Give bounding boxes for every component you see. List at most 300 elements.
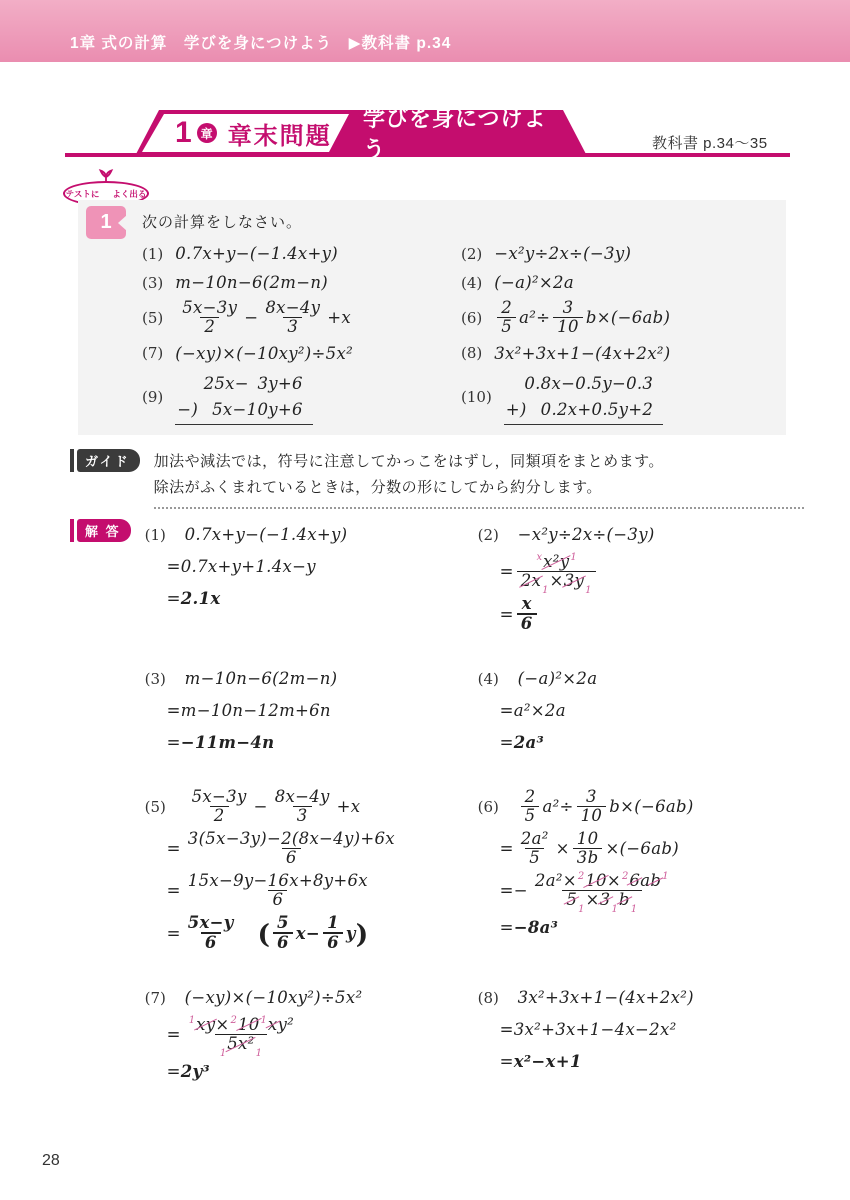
problem-label: (9) — [142, 387, 164, 406]
fraction-denominator — [562, 890, 642, 916]
problem-expression — [175, 344, 353, 363]
math-token: −x²y÷2x÷(−3y) — [494, 244, 632, 263]
math-token: =3x²+3x+1−4x−2x² — [499, 1020, 677, 1040]
fraction-numerator — [261, 299, 324, 317]
solution-expression — [500, 733, 544, 752]
math-token: × — [555, 839, 570, 859]
fraction-numerator — [559, 299, 578, 317]
problem-label: (7) — [142, 344, 164, 363]
fraction-numerator — [323, 914, 343, 932]
math-token: 3 — [287, 317, 299, 337]
fraction — [273, 914, 293, 953]
solution-expression — [518, 787, 694, 827]
math-token: =a²×2a — [499, 701, 566, 721]
solution-line — [167, 1057, 472, 1087]
math-token: ×(−6ab) — [605, 839, 679, 859]
math-token: =− — [499, 881, 528, 901]
fraction-denominator — [293, 806, 312, 825]
answer-term: x²−x+1 — [513, 1052, 582, 1072]
solution-expression — [499, 870, 677, 916]
math-token: = — [166, 1062, 181, 1081]
problem-expression — [494, 244, 631, 263]
solution-block — [145, 982, 472, 1088]
math-token: 6 — [520, 614, 533, 634]
answer-term: 2y³ — [180, 1062, 210, 1081]
fraction-numerator — [188, 788, 251, 806]
fraction-numerator — [184, 872, 372, 890]
title-banner — [135, 106, 587, 162]
problem-expression — [175, 244, 338, 263]
solution-expression — [500, 918, 559, 937]
solution-label: (5) — [144, 797, 166, 816]
fraction-denominator — [577, 806, 607, 825]
math-token — [241, 921, 258, 945]
math-token: 5 — [529, 848, 541, 868]
vertical-operator: +) — [505, 399, 527, 419]
cancellation-mark: 1 — [585, 585, 592, 597]
guide-line: 加法や減法では，符号に注意してかっこをはずし，同類項をまとめます。 — [153, 452, 664, 470]
math-token: a — [640, 870, 651, 890]
solution-expression — [167, 871, 375, 911]
guide-section — [70, 449, 850, 509]
breadcrumb: 1章 式の計算 学びを身につけよう ▶教科書 p.34 — [70, 35, 452, 52]
math-token: × — [215, 1014, 230, 1034]
answer-term: −11m−4n — [180, 733, 275, 753]
problem-item — [142, 340, 457, 367]
solution-label: (6) — [477, 797, 499, 816]
math-token: 2 — [213, 806, 225, 826]
guide-body — [154, 449, 804, 509]
page-header-band — [0, 0, 850, 62]
math-token: × — [585, 890, 600, 910]
cancellation-mark: 1 — [662, 870, 669, 882]
cancellation-mark: 1 — [630, 904, 638, 916]
answer-term: 2.1x — [180, 589, 221, 609]
answer-term: y — [345, 923, 356, 943]
fraction-numerator — [271, 788, 334, 806]
fraction-denominator — [323, 932, 343, 952]
fraction — [517, 595, 537, 634]
fraction — [497, 299, 516, 337]
solution-line — [167, 552, 472, 582]
solution-expression — [167, 829, 402, 869]
problem-expression — [175, 273, 328, 292]
math-token: 5x−3y — [182, 298, 238, 317]
fraction-denominator — [201, 932, 221, 952]
fraction — [178, 299, 241, 337]
math-token: 5x−3y — [191, 786, 247, 806]
fraction — [188, 788, 251, 826]
problem-box — [78, 200, 786, 435]
math-token: = — [499, 604, 514, 624]
solution-line — [478, 520, 805, 550]
problem-instruction: 次の計算をしなさい。 — [142, 214, 303, 231]
answers-label: 解 答 — [77, 519, 131, 542]
fraction-denominator — [282, 848, 301, 867]
vertical-bottom-row — [175, 397, 313, 425]
test-badge-text-left: テストに — [65, 188, 100, 199]
solution-line — [478, 983, 805, 1013]
page-number: 28 — [42, 1152, 60, 1169]
solution-expression — [167, 701, 331, 720]
fraction-denominator — [210, 806, 229, 825]
problem-label: (6) — [461, 308, 483, 327]
test-badge-text-right: よく出る — [112, 188, 147, 199]
chapter-title-label: 章末問題 — [227, 122, 332, 150]
problem-expression — [494, 344, 670, 363]
solution-line — [500, 1047, 805, 1077]
math-token: 10 — [580, 806, 603, 826]
fraction — [184, 914, 238, 953]
solution-line — [145, 983, 472, 1013]
fraction-denominator — [521, 806, 540, 825]
fraction-denominator — [553, 317, 583, 336]
guide-label: ガイド — [77, 449, 140, 472]
math-token: − — [253, 797, 268, 817]
math-token: m−10n−6(2m−n) — [184, 669, 338, 689]
problem-label: (2) — [461, 244, 483, 263]
problem-label: (5) — [142, 308, 164, 327]
chapter-title — [175, 110, 332, 156]
fraction — [271, 788, 334, 826]
math-token: − — [244, 308, 259, 328]
math-token: (−a)²×2a — [517, 669, 598, 689]
math-token: 0.7x+y−(−1.4x+y) — [175, 244, 338, 263]
solution-expression — [518, 988, 694, 1007]
fraction-numerator — [178, 299, 241, 317]
problem-expression — [175, 298, 351, 338]
problem-item — [461, 240, 776, 267]
problem-item — [461, 269, 776, 296]
problem-grid — [142, 240, 776, 425]
math-token: = — [499, 733, 514, 753]
solution-expression — [185, 988, 363, 1007]
solution-line — [145, 787, 472, 827]
solution-expression — [167, 1062, 210, 1081]
math-token: =0.7x+y+1.4x−y — [166, 557, 316, 577]
cancelled-term: xy — [196, 1014, 216, 1034]
math-token: 3 — [586, 786, 597, 806]
problem-label: (10) — [461, 387, 492, 406]
math-token: 3b — [576, 848, 599, 868]
cancellation-mark: 1 — [578, 904, 585, 916]
problem-label: (4) — [461, 273, 483, 292]
cancellation-mark: 2 — [622, 870, 629, 882]
problem-label: (3) — [142, 273, 164, 292]
math-token: = — [166, 1025, 181, 1045]
math-token: 6 — [285, 848, 297, 868]
math-token: 3x²+3x+1−(4x+2x²) — [494, 343, 671, 363]
solution-expression — [185, 525, 348, 544]
solution-expression — [518, 669, 598, 688]
math-token: a²÷ — [519, 308, 551, 328]
fraction-numerator — [573, 830, 603, 848]
math-token: 8x−4y — [265, 298, 321, 317]
vertical-operator: −) — [177, 399, 199, 419]
cancellation-mark: 1 — [260, 1014, 267, 1026]
vertical-bottom-row — [504, 397, 663, 425]
math-token: = — [166, 589, 181, 609]
solution-expression — [167, 733, 275, 752]
dotted-divider — [154, 507, 804, 509]
math-token: 2 — [524, 786, 536, 806]
fraction — [323, 914, 343, 953]
fraction-numerator — [517, 830, 553, 848]
math-token: b×(−6ab) — [585, 308, 671, 328]
fraction — [184, 830, 399, 868]
paren: ( — [257, 918, 271, 950]
solution-line — [167, 913, 472, 954]
solution-line — [500, 594, 805, 635]
solution-label: (4) — [477, 669, 499, 688]
math-token: 5 — [501, 317, 513, 337]
solution-line — [145, 520, 472, 550]
solution-label: (7) — [144, 988, 166, 1007]
solution-expression — [166, 1014, 301, 1060]
math-token: × — [606, 870, 621, 890]
fraction-numerator — [273, 914, 293, 932]
math-token: = — [166, 881, 181, 901]
solution-line — [167, 696, 472, 726]
cancelled-term: 5x² — [227, 1034, 255, 1054]
problem-label: (8) — [461, 344, 483, 363]
solution-label: (8) — [477, 988, 499, 1007]
page-body — [0, 200, 850, 1088]
guide-line: 除法がふくまれているときは，分数の形にしてから約分します。 — [153, 478, 602, 496]
math-token: 2a² — [520, 828, 549, 848]
cancelled-term: 3y — [563, 571, 585, 591]
cancelled-term: x²y — [543, 551, 570, 571]
solution-expression — [499, 551, 600, 597]
math-token: +x — [336, 797, 361, 817]
paren: ) — [355, 918, 369, 950]
math-token: 3(5x−3y)−2(8x−4y)+6x — [187, 828, 395, 848]
fraction — [577, 788, 607, 826]
solution-block — [478, 519, 805, 636]
cancelled-term: 10 — [237, 1014, 260, 1034]
cancellation-mark: 1 — [570, 551, 577, 563]
fraction-numerator — [521, 788, 540, 806]
vertical-top-row: 25x− 3y+6 — [203, 373, 303, 393]
fraction — [573, 830, 603, 868]
cancellation-mark: 2 — [577, 870, 585, 882]
cancellation-mark: 2 — [230, 1014, 237, 1026]
problem-item — [142, 240, 457, 267]
math-token: m−10n−6(2m−n) — [175, 273, 329, 292]
solution-line — [500, 913, 805, 943]
math-token: 1 — [327, 912, 339, 932]
math-token: +x — [327, 308, 352, 328]
solution-line — [167, 728, 472, 758]
vertical-top-row: 0.8x−0.5y−0.3 — [524, 373, 654, 393]
solution-line — [478, 664, 805, 694]
problem-item — [142, 369, 457, 425]
math-token: 2a²× — [534, 870, 577, 890]
textbook-reference: 教科書 p.34～35 — [652, 135, 768, 152]
problem-expression — [494, 273, 574, 292]
fraction-numerator — [532, 553, 582, 571]
math-token: = — [499, 562, 514, 582]
fraction-numerator — [582, 788, 601, 806]
solution-block — [478, 982, 805, 1088]
solution-expression — [518, 525, 655, 544]
fraction-denominator — [525, 848, 544, 867]
cancellation-mark: x — [536, 551, 543, 563]
fraction-numerator — [184, 914, 238, 932]
math-token: 15x−9y−16x+8y+6x — [187, 870, 368, 890]
fraction-denominator — [517, 613, 537, 633]
math-token: =m−10n−12m+6n — [166, 701, 331, 721]
answers-section — [70, 519, 850, 1088]
vertical-calculation — [175, 371, 313, 425]
math-token: = — [499, 1052, 514, 1072]
math-token: 0.7x+y−(−1.4x+y) — [184, 525, 348, 545]
answer-term: 2a³ — [513, 733, 545, 753]
cancelled-term: 6 — [629, 870, 641, 890]
solution-expression — [500, 1020, 677, 1039]
math-token: 5x−y — [187, 912, 234, 932]
problem-item — [461, 369, 776, 425]
title-subtitle: 学びを身につけよう — [363, 106, 547, 162]
solution-line — [166, 1014, 472, 1060]
math-token: × — [549, 571, 564, 591]
cancellation-mark: 1 — [542, 585, 549, 597]
answer-term: x− — [295, 923, 321, 943]
fraction-numerator — [497, 299, 516, 317]
problem-expression — [494, 298, 670, 338]
solution-label: (1) — [144, 525, 166, 544]
fraction — [517, 551, 597, 597]
math-token: y² — [277, 1014, 295, 1034]
fraction — [261, 299, 324, 337]
math-token: 10 — [557, 317, 579, 337]
solution-line — [478, 787, 805, 827]
cancelled-term: 2x — [520, 571, 542, 591]
math-token: 2 — [204, 317, 216, 337]
math-token: (−xy)×(−10xy²)÷5x² — [184, 988, 363, 1008]
cancellation-mark: 1 — [219, 1048, 227, 1060]
solution-expression — [167, 589, 221, 608]
solution-line — [500, 829, 805, 869]
math-token: 5 — [277, 912, 289, 932]
fraction — [553, 299, 583, 337]
fraction-denominator — [497, 317, 516, 336]
math-token: a²÷ — [542, 797, 574, 817]
math-token: 3x²+3x+1−(4x+2x²) — [517, 988, 694, 1008]
solution-expression — [500, 594, 540, 635]
math-token: 2 — [501, 298, 513, 317]
solution-line — [500, 728, 805, 758]
math-token: 8x−4y — [274, 786, 330, 806]
answer-term: −8a³ — [513, 918, 559, 938]
cancelled-term: 5 — [566, 890, 578, 910]
fraction-numerator — [531, 872, 674, 890]
math-token: 6 — [272, 890, 284, 910]
solution-line — [499, 870, 805, 916]
solution-block — [145, 663, 472, 759]
problem-item — [142, 269, 457, 296]
problem-item — [142, 298, 457, 338]
math-token: −x²y÷2x÷(−3y) — [517, 525, 655, 545]
cancelled-term: 3 — [599, 890, 611, 910]
math-token: x — [521, 593, 532, 613]
solution-expression — [500, 1052, 582, 1071]
solution-block — [478, 663, 805, 759]
solution-expression — [185, 787, 361, 827]
cancellation-mark: 1 — [611, 904, 618, 916]
fraction-denominator — [200, 317, 219, 336]
solution-expression — [500, 829, 679, 869]
vertical-bottom-expression: 5x−10y+6 — [212, 399, 303, 419]
fraction — [531, 870, 674, 916]
solution-block — [478, 786, 805, 955]
math-token: 3 — [562, 298, 574, 317]
cancelled-term: x — [267, 1014, 278, 1034]
vertical-calculation — [504, 371, 663, 425]
chapter-number: 1 — [175, 116, 192, 149]
fraction-denominator — [283, 317, 302, 336]
fraction — [521, 788, 540, 826]
solution-expression — [500, 701, 566, 720]
solution-expression — [167, 913, 369, 954]
problem-label: (1) — [142, 244, 164, 263]
solution-line — [145, 664, 472, 694]
fraction-numerator — [184, 830, 399, 848]
solution-label: (2) — [477, 525, 499, 544]
cancelled-term: b — [618, 890, 630, 910]
solution-expression — [167, 557, 316, 576]
solution-block — [145, 519, 472, 636]
fraction-numerator — [518, 595, 536, 613]
solution-expression — [185, 669, 338, 688]
math-token: = — [499, 918, 514, 938]
math-token: = — [166, 923, 181, 943]
fraction-numerator — [184, 1016, 298, 1034]
cancelled-term: b — [650, 870, 662, 890]
math-token: = — [166, 733, 181, 753]
math-token: 10 — [576, 828, 599, 848]
solution-line — [499, 551, 805, 597]
solution-line — [167, 829, 472, 869]
solution-line — [167, 584, 472, 614]
solution-line — [500, 696, 805, 726]
fraction — [184, 1014, 298, 1060]
math-token: 6 — [204, 933, 217, 953]
fraction — [517, 830, 553, 868]
problem-item — [461, 298, 776, 338]
solutions-grid — [145, 519, 805, 1088]
math-token: (−a)²×2a — [494, 273, 574, 292]
fraction-denominator — [215, 1034, 267, 1060]
vertical-bottom-expression: 0.2x+0.5y+2 — [540, 399, 654, 419]
solution-label: (3) — [144, 669, 166, 688]
fraction-denominator — [268, 890, 287, 909]
math-token: = — [499, 839, 514, 859]
cancelled-term: 10 — [585, 870, 607, 890]
fraction-denominator — [573, 848, 603, 867]
math-token: 3 — [296, 806, 308, 826]
solution-line — [167, 871, 472, 911]
math-token: 5 — [524, 806, 536, 826]
cancellation-mark: 1 — [188, 1014, 196, 1026]
fraction — [184, 872, 372, 910]
cancellation-mark: 1 — [255, 1048, 262, 1060]
fraction-denominator — [517, 571, 597, 597]
math-token: b×(−6ab) — [609, 797, 694, 817]
title-subtitle-panel — [363, 106, 561, 162]
math-token: (−xy)×(−10xy²)÷5x² — [175, 343, 353, 363]
fraction-denominator — [273, 932, 293, 952]
